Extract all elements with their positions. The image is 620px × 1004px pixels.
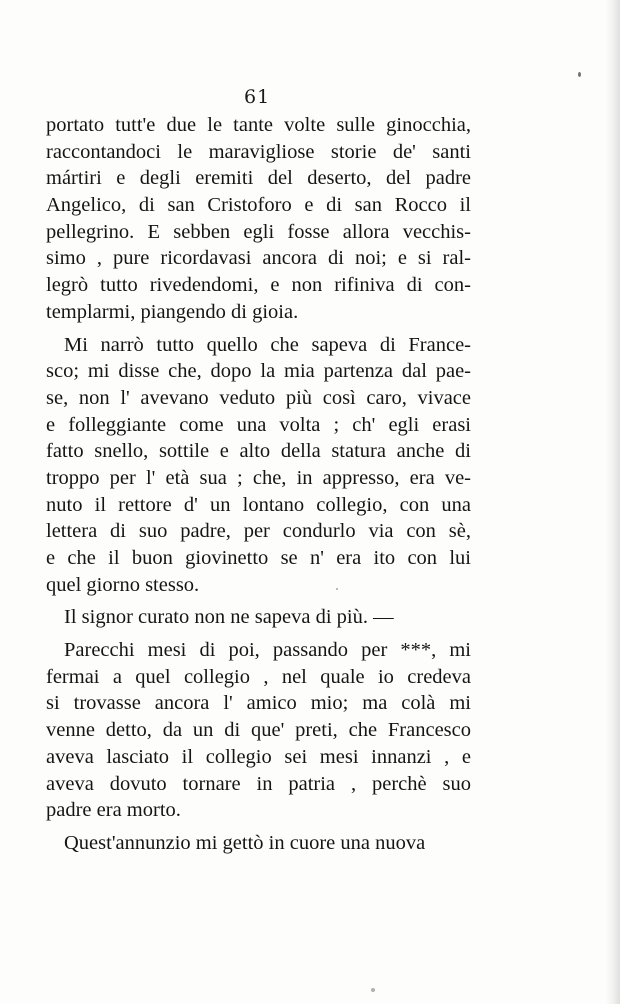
text-line: fatto snello, sottile e alto della statura anche di xyxy=(46,440,471,463)
text-line: lettera di suo padre, per condurlo via con sè, xyxy=(46,520,471,543)
text-line: se, non l' avevano veduto più così caro, vivace xyxy=(46,386,471,409)
paragraph xyxy=(46,112,471,326)
text-line: si trovasse ancora l' amico mio; ma colà mi xyxy=(46,692,471,715)
paragraph xyxy=(46,637,471,824)
text-line: sco; mi disse che, dopo la mia partenza dal pae- xyxy=(46,360,471,383)
text-line: Mi narrò tutto quello che sapeva di France- xyxy=(64,333,471,356)
text-line: Angelico, di san Cristoforo e di san Rocco il xyxy=(46,194,471,217)
text-line: nuto il rettore d' un lontano collegio, con una xyxy=(46,493,471,516)
page-edge-shadow xyxy=(606,0,620,1004)
text-line: e folleggiante come una volta ; ch' egli erasi xyxy=(46,413,471,436)
text-line: pellegrino. E sebben egli fosse allora vecchis- xyxy=(46,220,471,243)
text-line: mártiri e degli eremiti del deserto, del padre xyxy=(46,167,471,190)
ink-speck xyxy=(336,588,338,590)
text-line: Il signor curato non ne sapeva di più. — xyxy=(64,606,394,629)
body-text xyxy=(46,112,471,857)
text-line: e che il buon giovinetto se n' era ito con lui xyxy=(46,547,471,569)
text-line: portato tutt'e due le tante volte sulle ginocchia, xyxy=(46,114,471,136)
text-line: troppo per l' età sua ; che, in appresso, era ve- xyxy=(46,466,471,489)
ink-speck xyxy=(371,988,375,992)
text-line: aveva lasciato il collegio sei mesi innanzi , e xyxy=(46,745,471,768)
paragraph xyxy=(46,604,471,631)
text-line: padre era morto. xyxy=(46,799,181,822)
text-line: legrò tutto rivedendomi, e non rifiniva di con- xyxy=(46,274,471,297)
text-line: raccontandoci le maravigliose storie de' santi xyxy=(46,140,471,163)
text-line: quel giorno stesso. xyxy=(46,573,200,596)
text-line: Quest'annunzio mi gettò in cuore una nuova xyxy=(64,831,426,854)
paragraph xyxy=(46,332,471,599)
text-line: simo , pure ricordavasi ancora di noi; e si ral- xyxy=(46,247,471,270)
paragraph xyxy=(46,830,471,857)
ink-speck xyxy=(578,72,581,77)
page-number: 61 xyxy=(244,86,271,108)
text-line: aveva dovuto tornare in patria , perchè suo xyxy=(46,772,471,795)
text-line: venne detto, da un di que' preti, che Francesco xyxy=(46,719,471,742)
text-line: templarmi, piangendo di gioia. xyxy=(46,300,299,323)
text-line: fermai a quel collegio , nel quale io credeva xyxy=(46,665,471,688)
text-line: Parecchi mesi di poi, passando per ***, mi xyxy=(64,639,471,662)
